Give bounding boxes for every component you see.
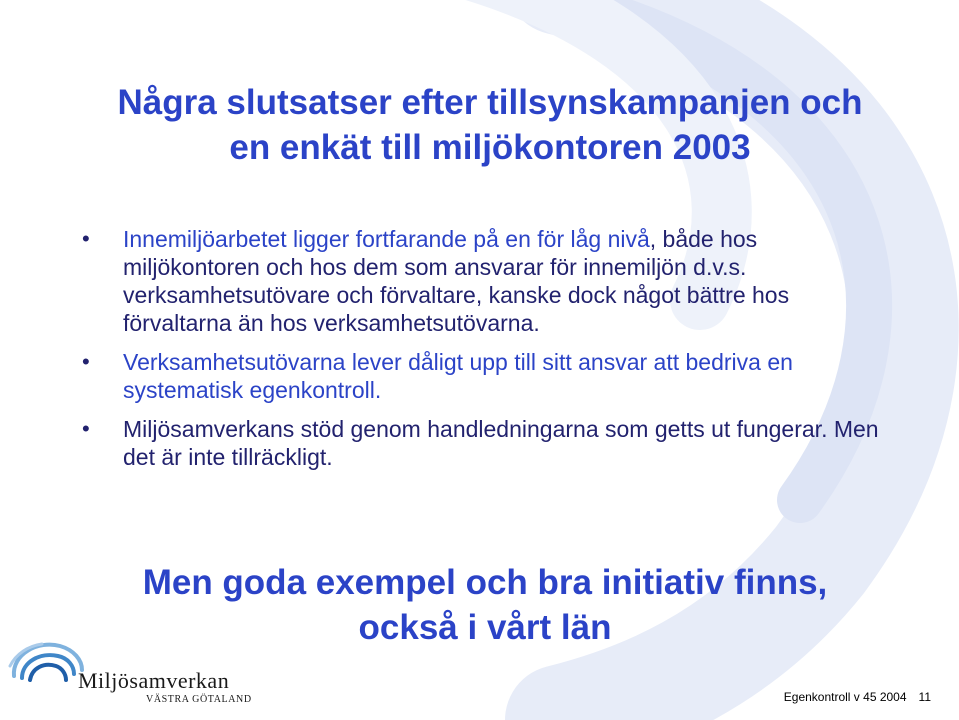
bullet-dot-icon: •: [82, 416, 90, 441]
bullet-text: [123, 226, 789, 336]
footer-page-number: 11: [918, 690, 931, 704]
bullet-text: Verksamhetsutövarna lever dåligt upp till sitt ansvar att bedriva en systematisk egenkontroll.: [123, 349, 793, 403]
slide-title-line-1: Några slutsatser efter tillsynskampanjen och: [117, 83, 863, 122]
logo-subtitle: VÄSTRA GÖTALAND: [146, 694, 252, 705]
miljosamverkan-logo: [8, 630, 268, 710]
footer: [784, 690, 931, 704]
footer-presentation-name: Egenkontroll v 45 2004: [783, 690, 907, 704]
bullet-text-blue: Innemiljöarbetet ligger fortfarande på en för låg nivå: [123, 226, 650, 252]
bullet-item: [82, 415, 892, 471]
bullet-dot-icon: •: [82, 226, 90, 251]
callout-line-1: Men goda exempel och bra initiativ finns,: [142, 563, 828, 602]
bullet-item: [82, 348, 892, 404]
bullet-text: Miljösamverkans stöd genom handledningarna som getts ut fungerar. Men det är inte tillräckligt.: [123, 416, 879, 470]
bullet-text-dark: , både hos miljökontoren och hos dem som ansvarar för innemiljön d.v.s. verksamhetsutövare och förvaltare, kanske dock något bättre hos förvaltarna än hos verksamhetsutövarna.: [123, 226, 790, 336]
logo-name: Miljösamverkan: [78, 668, 230, 693]
slide-title-line-2: en enkät till miljökontoren 2003: [229, 128, 751, 167]
slide-title: [80, 80, 900, 170]
swirl-logo-icon: [8, 636, 86, 698]
bullet-dot-icon: •: [82, 349, 90, 374]
callout-line-2: också i vårt län: [358, 608, 612, 647]
bullet-item: [82, 225, 892, 337]
bullet-list: [82, 225, 892, 482]
